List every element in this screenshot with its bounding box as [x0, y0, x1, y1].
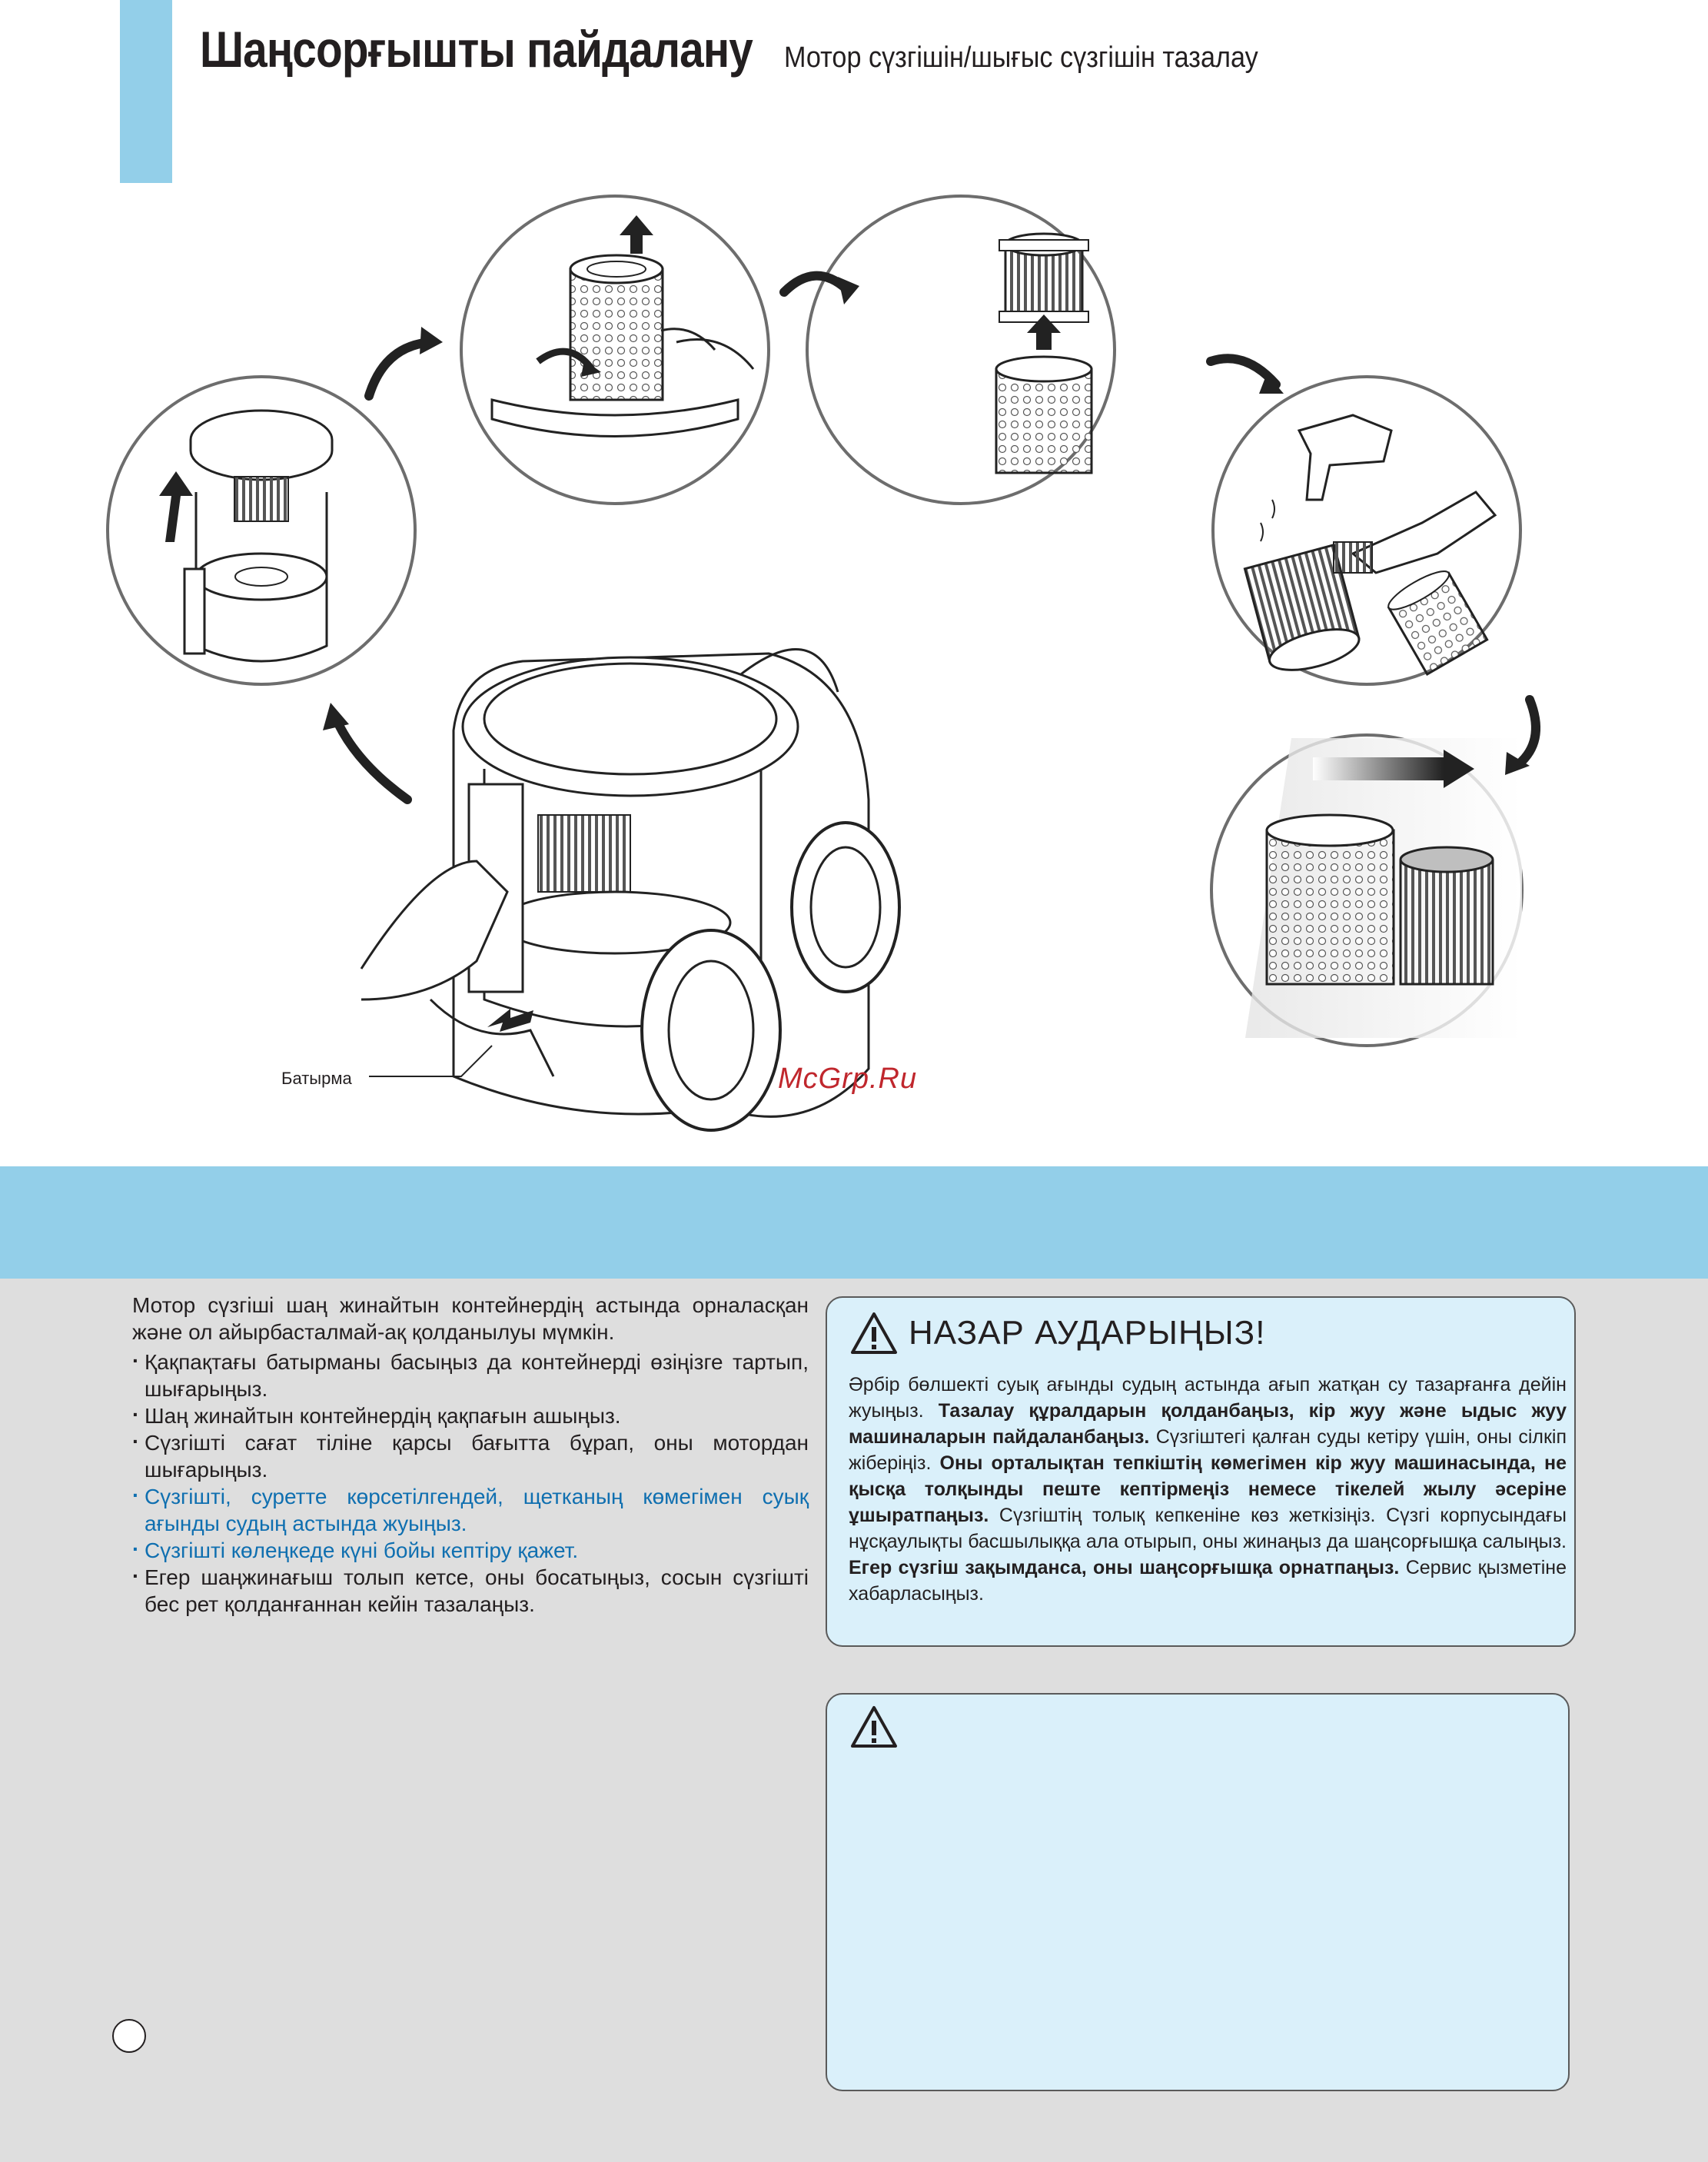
warning-title: НАЗАР АУДАРЫҢЫЗ! [909, 1314, 1266, 1352]
vacuum-cleaner-illustration [361, 649, 899, 1130]
warning-text-part: Әрбір бөлшекті суық ағынды судың астында ағып жатқан су тазарғанға дейін жуыңыз. [849, 1374, 1567, 1422]
warning-text-bold: Егер сүзгіш зақымданса, оны шаңсорғышқа орнатпаңыз. [849, 1557, 1400, 1578]
list-item: · Сүзгішті сағат тіліне қарсы бағытта бұрап, оны мотордан шығарыңыз. [132, 1429, 809, 1483]
step-wash-filter-circle [1213, 377, 1520, 684]
step-dry-filter-circle [1211, 735, 1522, 1046]
page-title: Шаңсорғышты пайдалану [200, 21, 753, 78]
warning-icon [850, 1312, 898, 1355]
instructions [132, 1292, 809, 1618]
list-item: · Қақпақтағы батырманы басыңыз да контейнерді өзіңізге тартып, шығарыңыз. [132, 1349, 809, 1402]
button-callout-label: Батырма [281, 1069, 352, 1088]
warning-text-part: Сүзгіштегі қалған суды кетіру үшін, оны сілкіп жіберіңіз. [849, 1426, 1567, 1474]
warning-box [826, 1296, 1576, 1647]
warning-header [850, 1312, 1266, 1355]
page-subtitle: Мотор сүзгішін/шығыс сүзгішін тазалау [784, 42, 1258, 74]
section-band [0, 1166, 1708, 1279]
step-separate-filter-circle [807, 196, 1115, 504]
warning-text-part: Сервис қызметіне хабарласыңыз. [849, 1557, 1567, 1605]
intro-text: Мотор сүзгіші шаң жинайтын контейнердің астында орналасқан және ол айырбасталмай-ақ қолданылуы мүмкін. [132, 1293, 809, 1344]
warning-text [849, 1372, 1567, 1607]
instruction-list [132, 1349, 809, 1618]
section-tab [120, 0, 172, 183]
watermark: McGrp.Ru [778, 1063, 918, 1095]
list-item: · Сүзгішті, суретте көрсетілгендей, щетканың көмегімен суық ағынды судың астында жуыңыз. [132, 1483, 809, 1537]
filter-cleaning-illustration [0, 185, 1708, 1169]
step-open-container-circle [108, 377, 415, 684]
step-twist-filter-circle [461, 196, 769, 504]
list-item: · Егер шаңжинағыш толып кетсе, оны босатыңыз, сосын сүзгішті бес рет қолданғаннан кейін тазалаңыз. [132, 1564, 809, 1618]
list-item: · Сүзгішті көлеңкеде күні бойы кептіру қажет. [132, 1537, 809, 1564]
warning-text-bold: Оны орталықтан тепкіштің көмегімен кір жуу машинасында, не қысқа толқынды пеште кептірмеңіз немесе тікелей жылу әсеріне ұшыратпаңыз. [849, 1452, 1567, 1526]
warning-icon [850, 1705, 898, 1748]
warning-text-part: Сүзгіштің толық кепкеніне көз жеткізіңіз. Сүзгі корпусындағы нұсқаулықты басшылыққа ала отырып, оны жинаңыз да шаңсорғышқа салыңыз. [849, 1505, 1567, 1552]
list-item: · Шаң жинайтын контейнердің қақпағын ашыңыз. [132, 1402, 809, 1429]
header [200, 20, 1311, 78]
second-warning-box [826, 1693, 1570, 2091]
warning-text-bold: Тазалау құралдарын қолданбаңыз, кір жуу және ыдыс жуу машиналарын пайдаланбаңыз. [849, 1400, 1567, 1448]
page-number-marker [112, 2019, 146, 2053]
